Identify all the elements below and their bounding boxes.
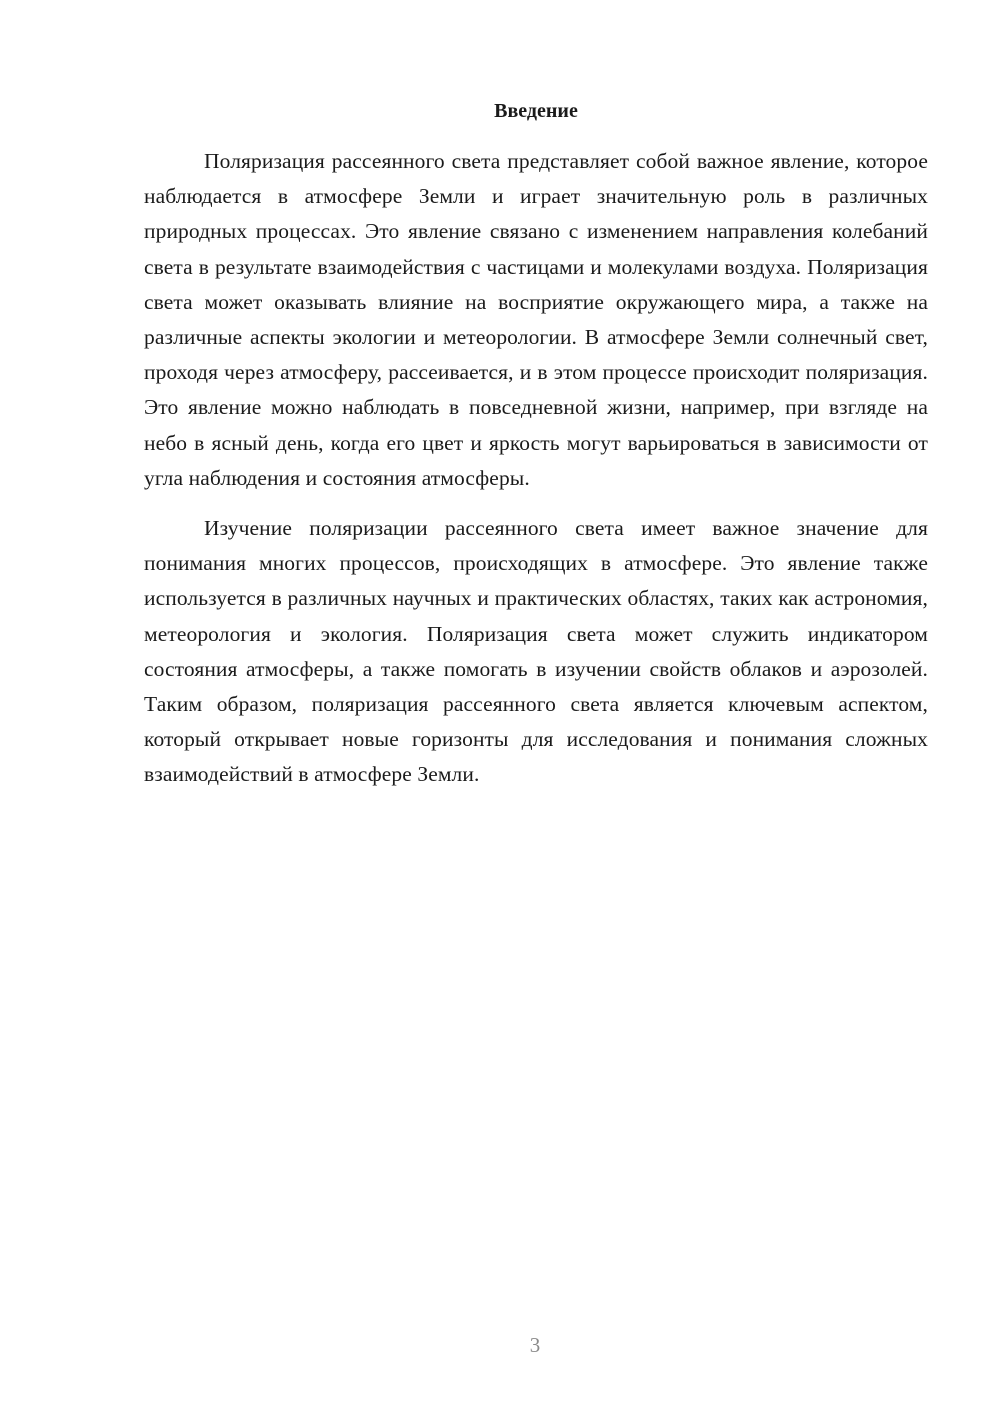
page-number: 3 — [529, 1333, 541, 1357]
paragraph-1: Поляризация рассеянного света представляет собой важное явление, которое наблюдается в атмосфере Земли и играет значительную роль в различных природных процессах. Это явление связано с изменением направления колебаний света в результате взаимодействия с частицами и молекулами воздуха. Поляризация света может оказывать влияние на восприятие окружающего мира, а также на различные аспекты экологии и метеорологии. В атмосфере Земли солнечный свет, проходя через атмосферу, рассеивается, и в этом процессе происходит поляризация. Это явление можно наблюдать в повседневной жизни, например, при взгляде на небо в ясный день, когда его цвет и яркость могут варьироваться в зависимости от угла наблюдения и состояния атмосферы. — [144, 149, 928, 490]
page-content — [144, 96, 928, 793]
section-heading: Введение — [494, 100, 578, 122]
paragraph-2: Изучение поляризации рассеянного света имеет важное значение для понимания многих процессов, происходящих в атмосфере. Это явление также используется в различных научных и практических областях, таких как астрономия, метеорология и экология. Поляризация света может служить индикатором состояния атмосферы, а также помогать в изучении свойств облаков и аэрозолей. Таким образом, поляризация рассеянного света является ключевым аспектом, который открывает новые горизонты для исследования и понимания сложных взаимодействий в атмосфере Земли. — [144, 516, 928, 787]
